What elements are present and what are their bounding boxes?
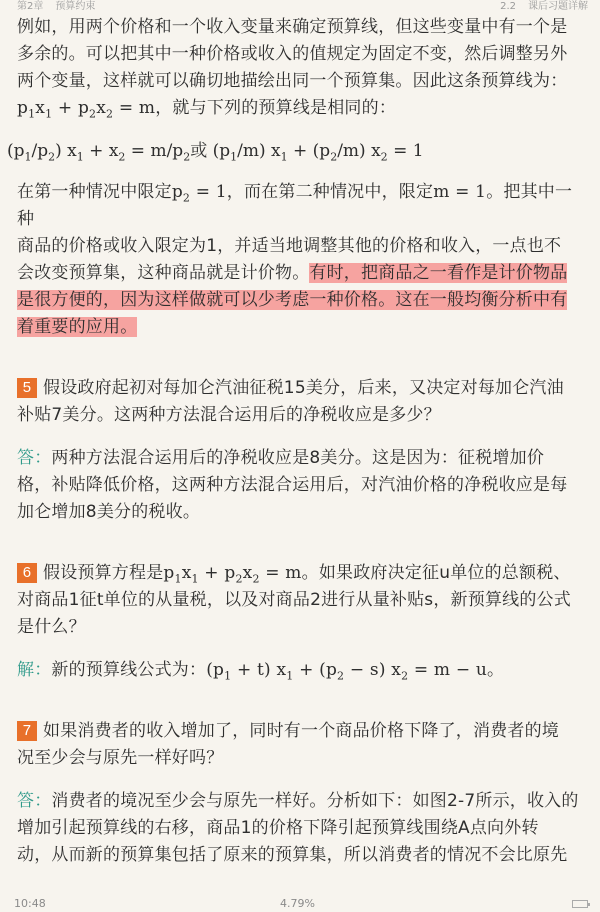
answer-5-line: 加仑增加8美分的税收。	[17, 502, 201, 522]
question-5-line: 补贴7美分。这两种方法混合运用后的净税收应是多少？	[17, 405, 441, 425]
answer-label: 答：	[17, 791, 52, 811]
numeraire-line	[17, 314, 585, 341]
answer-5: 答：两种方法混合运用后的净税收应是8美分。这是因为：征税增加价	[17, 448, 545, 468]
numeraire-line	[17, 287, 585, 314]
answer-7-line: 增加引起预算线的右移，商品1的价格下降引起预算线围绕A点向外转	[17, 818, 539, 838]
numeraire-line: 会改变预算集，这种商品就是计价物。有时，把商品之一看作是计价物品	[17, 263, 568, 283]
question-6: 6 假设预算方程是$p_1x_1 + p_2x_2 = m$。如果政府决定征u单位的总额税、	[17, 560, 585, 587]
question-6-line: 是什么？	[17, 617, 86, 637]
numeraire-line: 商品的价格或收入限定为1，并适当地调整其他的价格和收入，一点也不	[17, 236, 562, 256]
intro-line: 多余的。可以把其中一种价格或收入的值规定为固定不变，然后调整另外	[17, 44, 568, 64]
numeraire-line: 在第一种情况中限定$p_2 = 1$，而在第二种情况中，限定m = 1。把其中一种	[17, 182, 573, 229]
normalized-budget-equation: $(p_1/p_2) x_1 + x_2 = m/p_2$或 $(p_1/m) x_1 + (p_2/m) x_2 = 1$	[7, 141, 424, 164]
answer-7: 答：消费者的境况至少会与原先一样好。分析如下：如图2-7所示，收入的	[17, 791, 579, 811]
question-7: 7 如果消费者的收入增加了，同时有一个商品价格下降了，消费者的境	[17, 718, 585, 745]
question-number-badge: 6	[17, 563, 37, 583]
answer-label: 答：	[17, 448, 52, 468]
question-number-badge: 5	[17, 378, 37, 398]
battery-icon	[572, 900, 588, 908]
highlight-text: 有时，把商品之一看作是计价物品	[309, 263, 568, 283]
reader-header	[0, 0, 600, 14]
intro-line: 例如，用两个价格和一个收入变量来确定预算线，但这些变量中有一个是	[17, 17, 568, 37]
intro-line: 两个变量，这样就可以确切地描绘出同一个预算集。因此这条预算线为：	[17, 71, 568, 91]
budget-line-formula: $p_1x_1 + p_2x_2 = m$	[17, 98, 156, 121]
answer-6: 解：新的预算线公式为：$(p_1 + t) x_1 + (p_2 - s) x_2 = m - u$。	[17, 660, 505, 683]
question-7-line: 况至少会与原先一样好吗？	[17, 748, 224, 768]
answer-7-line: 动，从而新的预算集包括了原来的预算集，所以消费者的情况不会比原先	[17, 845, 568, 865]
highlight-text: 是很方便的，因为这样做就可以少考虑一种价格。这在一般均衡分析中有	[17, 290, 568, 310]
answer-5-line: 格，补贴降低价格，这两种方法混合运用后，对汽油价格的净税收应是每	[17, 475, 568, 495]
highlight-text: 着重要的应用。	[17, 317, 138, 337]
question-6-line: 对商品1征t单位的从量税，以及对商品2进行从量补贴s，新预算线的公式	[17, 590, 571, 610]
section-number: 2.2	[500, 1, 516, 12]
intro-line-formula: $p_1x_1 + p_2x_2 = m$，就与下列的预算线是相同的：	[17, 98, 397, 121]
question-number-badge: 7	[17, 721, 37, 741]
chapter-title: 预算约束	[55, 1, 96, 12]
page-content	[7, 14, 585, 869]
answer-label: 解：	[17, 660, 52, 680]
reader-status-bar	[0, 896, 600, 912]
chapter-number: 第2章	[17, 1, 44, 12]
clock: 10:48	[14, 897, 46, 910]
reading-progress: 4.79%	[280, 897, 315, 910]
question-5: 5 假设政府起初对每加仑汽油征税15美分，后来，又决定对每加仑汽油	[17, 375, 585, 402]
section-title: 课后习题详解	[528, 1, 588, 12]
